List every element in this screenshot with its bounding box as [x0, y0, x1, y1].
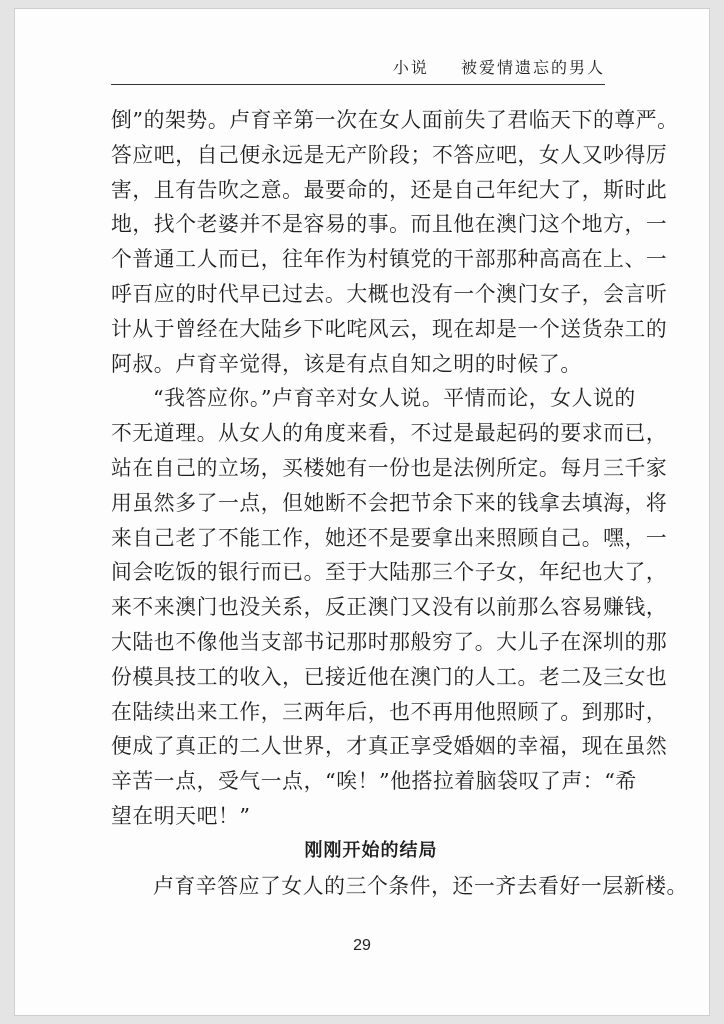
text-line: 份模具技工的收入，已接近他在澳门的人工。老二及三女也: [111, 664, 668, 689]
text-line: 不无道理。从女人的角度来看，不过是最起码的要求而已，: [111, 421, 668, 446]
text-line: 个普通工人而已，往年作为村镇党的干部那种高高在上、一: [111, 247, 668, 272]
text-line: 呼百应的时代早已过去。大概也没有一个澳门女子，会言听: [111, 281, 668, 306]
body-text: [111, 103, 688, 903]
text-line: 便成了真正的二人世界，才真正享受婚姻的幸福，现在虽然: [111, 734, 668, 759]
text-line: 计从于曾经在大陆乡下叱咤风云，现在却是一个送货杂工的: [111, 316, 668, 341]
section-heading: 刚刚开始的结局: [304, 839, 438, 861]
text-line: 答应吧，自己便永远是无产阶段；不答应吧，女人又吵得厉: [111, 142, 668, 167]
text-line: “我答应你。”卢育辛对女人说。平情而论，女人说的: [153, 386, 636, 411]
text-line: 来不来澳门也没关系，反正澳门又没有以前那么容易赚钱，: [111, 595, 668, 620]
text-line: 大陆也不像他当支部书记那时那般穷了。大儿子在深圳的那: [111, 629, 668, 654]
text-line: 间会吃饭的银行而已。至于大陆那三个子女，年纪也大了，: [111, 560, 668, 585]
text-line: 用虽然多了一点，但她断不会把节余下来的钱拿去填海，将: [111, 490, 668, 515]
text-line: 倒”的架势。卢育辛第一次在女人面前失了君临天下的尊严。: [111, 108, 679, 132]
text-line: 在陆续出来工作，三两年后，也不再用他照顾了。到那时，: [111, 699, 668, 724]
book-page: [14, 8, 710, 1016]
text-line: 害，且有告吹之意。最要命的，还是自己年纪大了，斯时此: [111, 177, 668, 202]
text-line: 望在明天吧！”: [111, 803, 251, 828]
running-header: [111, 49, 605, 85]
text-line: 辛苦一点，受气一点，“唉！”他搭拉着脑袋叹了声：“希: [111, 769, 637, 794]
text-line: 站在自己的立场，买楼她有一份也是法例所定。每月三千家: [111, 455, 668, 480]
text-line: 来自己老了不能工作，她还不是要拿出来照顾自己。嘿，一: [111, 525, 668, 550]
running-header-title: 小说 被爱情遗忘的男人: [392, 58, 605, 77]
text-line: 阿叔。卢育辛觉得，该是有点自知之明的时候了。: [111, 351, 582, 376]
text-line: 卢育辛答应了女人的三个条件，还一齐去看好一层新楼。: [153, 873, 688, 898]
page-number: 29: [353, 937, 371, 954]
text-line: 地，找个老婆并不是容易的事。而且他在澳门这个地方，一: [111, 212, 668, 237]
